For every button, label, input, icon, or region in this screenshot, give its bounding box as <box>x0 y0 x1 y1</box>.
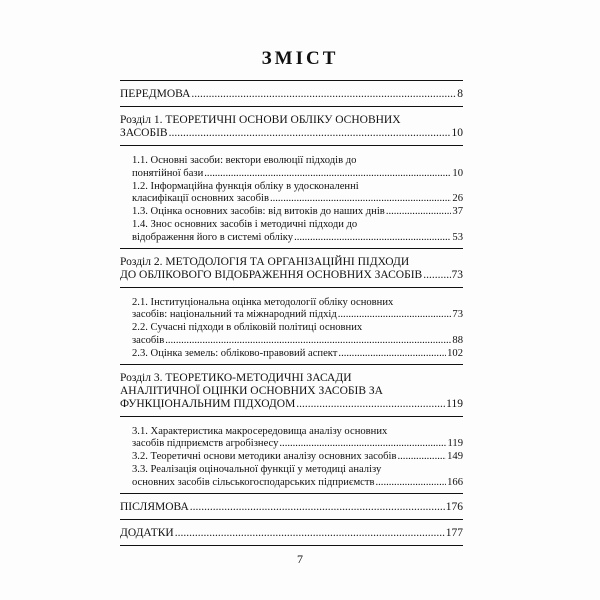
toc-page-number: 119 <box>446 397 463 410</box>
leader-dots <box>338 309 452 322</box>
leader-dots <box>279 438 446 451</box>
toc-entry-appendices[interactable] <box>120 520 463 545</box>
toc-entry-text: 3.1. Характеристика макросередовища аналізу основних <box>132 425 388 437</box>
leader-dots <box>296 398 445 411</box>
toc-page-number: 119 <box>447 438 463 450</box>
toc-entry-section-3-3[interactable] <box>120 464 463 493</box>
toc-entry-chapter-3[interactable] <box>120 365 463 416</box>
leader-dots <box>423 269 450 282</box>
toc-entry-text: ДОДАТКИ <box>120 526 174 539</box>
toc-page-number: 10 <box>451 127 463 139</box>
toc-entry-text: ФУНКЦІОНАЛЬНИМ ПІДХОДОМ <box>120 397 296 410</box>
toc-entry-text: 3.2. Теоретичні основи методики аналізу основних засобів <box>132 451 397 463</box>
toc-entry-text: Розділ 3. ТЕОРЕТИКО-МЕТОДИЧНІ ЗАСАДИ <box>120 371 352 384</box>
toc-entry-text: 2.1. Інституціональна оцінка методології обліку основних <box>132 296 394 308</box>
toc-entry-text: Розділ 2. МЕТОДОЛОГІЯ ТА ОРГАНІЗАЦІЙНІ ПІДХОДИ <box>120 255 410 268</box>
leader-dots <box>190 501 445 514</box>
toc-entry-section-3-2[interactable] <box>120 451 463 464</box>
toc-entry-text: ПЕРЕДМОВА <box>120 88 191 100</box>
toc-entry-text: засобів <box>132 334 165 346</box>
toc-entry-text: 2.3. Оцінка земель: обліково-правовий аспект <box>132 347 338 359</box>
toc-entry-chapter-2[interactable] <box>120 249 463 287</box>
toc-page-number: 102 <box>447 347 463 359</box>
toc-entry-foreword[interactable] <box>120 81 463 106</box>
toc-entry-text: 2.2. Сучасні підходи в обліковій політиці основних <box>132 322 363 334</box>
toc-entry-text: засобів: національний та міжнародний підхід <box>132 309 337 321</box>
toc-entry-text: АНАЛІТИЧНОЇ ОЦІНКИ ОСНОВНИХ ЗАСОБІВ ЗА <box>120 384 383 397</box>
leader-dots <box>191 88 456 101</box>
page-number: 7 <box>297 552 303 566</box>
leader-dots <box>169 127 451 140</box>
leader-dots <box>175 527 445 540</box>
toc-entry-text: ПІСЛЯМОВА <box>120 500 189 513</box>
toc-page-number: 176 <box>445 500 463 513</box>
toc-entry-section-2-2[interactable] <box>120 322 463 348</box>
toc-entry-text: 1.4. Знос основних засобів і методичні підходи до <box>132 218 358 230</box>
toc-entry-text: 1.1. Основні засоби: вектори еволюції підходів до <box>132 155 357 166</box>
toc-entry-text: Розділ 1. ТЕОРЕТИЧНІ ОСНОВИ ОБЛІКУ ОСНОВНИХ <box>120 114 401 126</box>
toc-entry-text: 1.2. Інформаційна функція обліку в удосконаленні <box>132 180 359 192</box>
divider <box>120 545 463 546</box>
toc-page-number: 37 <box>452 206 463 218</box>
toc-entry-text: понятійної бази <box>132 167 204 179</box>
leader-dots <box>398 451 447 464</box>
toc-entry-text: ЗАСОБІВ <box>120 127 168 139</box>
toc-entry-text: відображення його в системі обліку <box>132 231 294 243</box>
toc-entry-section-2-3[interactable] <box>120 348 463 364</box>
toc-entry-section-3-1[interactable] <box>120 426 463 452</box>
toc-page-number: 166 <box>447 476 463 488</box>
page-title: ЗМІСТ <box>261 48 339 69</box>
leader-dots <box>270 193 451 206</box>
toc-entry-section-1-2[interactable] <box>120 181 463 207</box>
toc-entry-afterword[interactable] <box>120 494 463 519</box>
toc-entry-section-1-1[interactable] <box>120 155 463 181</box>
toc-entry-text: ДО ОБЛІКОВОГО ВІДОБРАЖЕННЯ ОСНОВНИХ ЗАСОБІВ <box>120 268 423 281</box>
toc-page-number: 73 <box>451 268 463 281</box>
toc-entry-chapter-1[interactable] <box>120 107 463 145</box>
leader-dots <box>386 206 452 219</box>
leader-dots <box>294 232 451 245</box>
toc-entry-section-1-4[interactable] <box>120 219 463 248</box>
toc-entry-text: 3.3. Реалізація оціночальної функції у методиці аналізу <box>132 463 382 475</box>
leader-dots <box>376 477 447 490</box>
toc-page-number: 177 <box>445 526 463 539</box>
toc-page-number: 53 <box>452 231 463 243</box>
leader-dots <box>338 348 446 361</box>
toc-page-number: 73 <box>452 309 463 321</box>
toc-page-number: 88 <box>452 334 463 346</box>
toc-page-number: 149 <box>447 451 463 463</box>
leader-dots <box>165 335 451 348</box>
toc-page-number: 10 <box>452 167 463 179</box>
toc-page-number: 26 <box>452 193 463 205</box>
toc-entry-section-1-3[interactable] <box>120 206 463 219</box>
toc-entry-text: основних засобів сільськогосподарських підприємств <box>132 476 375 488</box>
toc-entry-text: засобів підприємств агробізнесу <box>132 438 279 450</box>
toc-page-number: 8 <box>457 88 463 100</box>
toc-entry-text: 1.3. Оцінка основних засобів: від витоків до наших днів <box>132 206 385 218</box>
toc-entry-text: класифікації основних засобів <box>132 193 269 205</box>
toc-entry-section-2-1[interactable] <box>120 297 463 323</box>
table-of-contents <box>120 80 463 546</box>
leader-dots <box>204 168 451 181</box>
